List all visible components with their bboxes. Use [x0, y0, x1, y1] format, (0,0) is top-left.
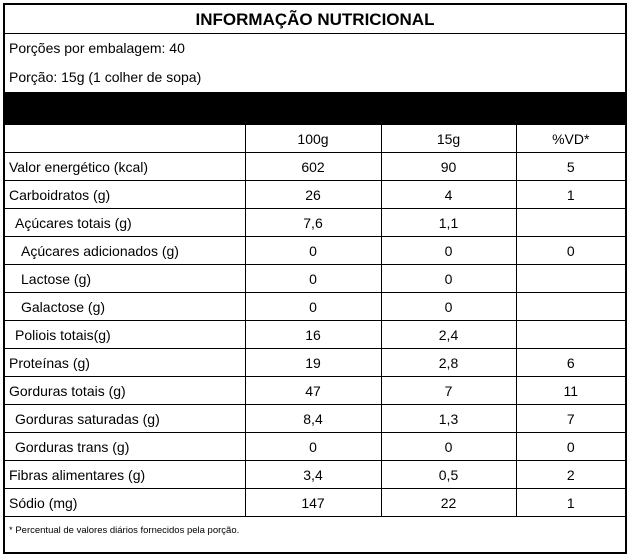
value-daily-percent: 1 — [516, 489, 625, 517]
value-per-serving: 2,8 — [381, 349, 516, 377]
table-row — [5, 181, 625, 209]
nutrient-name: Lactose (g) — [5, 265, 245, 293]
table-row — [5, 293, 625, 321]
table-row — [5, 209, 625, 237]
value-per-100g: 0 — [245, 265, 381, 293]
nutrient-name: Proteínas (g) — [5, 349, 245, 377]
nutrient-name: Gorduras saturadas (g) — [5, 405, 245, 433]
value-daily-percent: 11 — [516, 377, 625, 405]
value-per-serving: 4 — [381, 181, 516, 209]
value-daily-percent — [516, 293, 625, 321]
value-daily-percent: 2 — [516, 461, 625, 489]
value-per-serving: 0,5 — [381, 461, 516, 489]
nutrient-name: Gorduras trans (g) — [5, 433, 245, 461]
value-per-serving: 2,4 — [381, 321, 516, 349]
label-title: INFORMAÇÃO NUTRICIONAL — [5, 5, 625, 34]
value-per-100g: 26 — [245, 181, 381, 209]
value-daily-percent: 0 — [516, 433, 625, 461]
nutrient-name: Galactose (g) — [5, 293, 245, 321]
value-per-serving: 0 — [381, 433, 516, 461]
value-daily-percent: 7 — [516, 405, 625, 433]
table-row — [5, 377, 625, 405]
table-row — [5, 489, 625, 517]
value-per-100g: 0 — [245, 237, 381, 265]
value-per-serving: 90 — [381, 153, 516, 181]
value-daily-percent: 5 — [516, 153, 625, 181]
nutrient-name: Gorduras totais (g) — [5, 377, 245, 405]
nutrient-name: Fibras alimentares (g) — [5, 461, 245, 489]
header-per-serving: 15g — [381, 125, 516, 153]
value-per-100g: 0 — [245, 433, 381, 461]
value-per-100g: 147 — [245, 489, 381, 517]
value-per-serving: 22 — [381, 489, 516, 517]
nutrient-name: Valor energético (kcal) — [5, 153, 245, 181]
servings-per-package: Porções por embalagem: 40 — [9, 40, 185, 56]
table-row — [5, 405, 625, 433]
value-per-100g: 602 — [245, 153, 381, 181]
header-daily-value: %VD* — [516, 125, 625, 153]
value-daily-percent: 6 — [516, 349, 625, 377]
header-row — [5, 125, 625, 153]
header-per-100g: 100g — [245, 125, 381, 153]
table-row — [5, 153, 625, 181]
value-per-serving: 0 — [381, 237, 516, 265]
table-row — [5, 461, 625, 489]
nutrient-name: Açúcares totais (g) — [5, 209, 245, 237]
table-row — [5, 349, 625, 377]
serving-size: Porção: 15g (1 colher de sopa) — [9, 69, 202, 85]
nutrition-table — [5, 124, 625, 517]
nutrient-name: Açúcares adicionados (g) — [5, 237, 245, 265]
nutrient-name: Poliois totais(g) — [5, 321, 245, 349]
value-per-100g: 8,4 — [245, 405, 381, 433]
value-per-serving: 1,3 — [381, 405, 516, 433]
value-per-serving: 1,1 — [381, 209, 516, 237]
value-per-100g: 19 — [245, 349, 381, 377]
table-row — [5, 265, 625, 293]
table-row — [5, 433, 625, 461]
table-row — [5, 237, 625, 265]
header-nutrient — [5, 125, 245, 153]
value-per-serving: 0 — [381, 265, 516, 293]
value-daily-percent: 0 — [516, 237, 625, 265]
nutrient-name: Sódio (mg) — [5, 489, 245, 517]
value-per-100g: 16 — [245, 321, 381, 349]
value-per-100g: 3,4 — [245, 461, 381, 489]
value-per-serving: 0 — [381, 293, 516, 321]
value-daily-percent — [516, 321, 625, 349]
value-per-100g: 0 — [245, 293, 381, 321]
nutrient-name: Carboidratos (g) — [5, 181, 245, 209]
footnote: * Percentual de valores diários fornecidos pela porção. — [9, 525, 240, 536]
nutrition-facts-label — [3, 3, 627, 554]
value-per-serving: 7 — [381, 377, 516, 405]
black-separator-bar — [5, 92, 625, 124]
value-daily-percent — [516, 265, 625, 293]
value-daily-percent — [516, 209, 625, 237]
value-daily-percent: 1 — [516, 181, 625, 209]
value-per-100g: 47 — [245, 377, 381, 405]
table-row — [5, 321, 625, 349]
value-per-100g: 7,6 — [245, 209, 381, 237]
